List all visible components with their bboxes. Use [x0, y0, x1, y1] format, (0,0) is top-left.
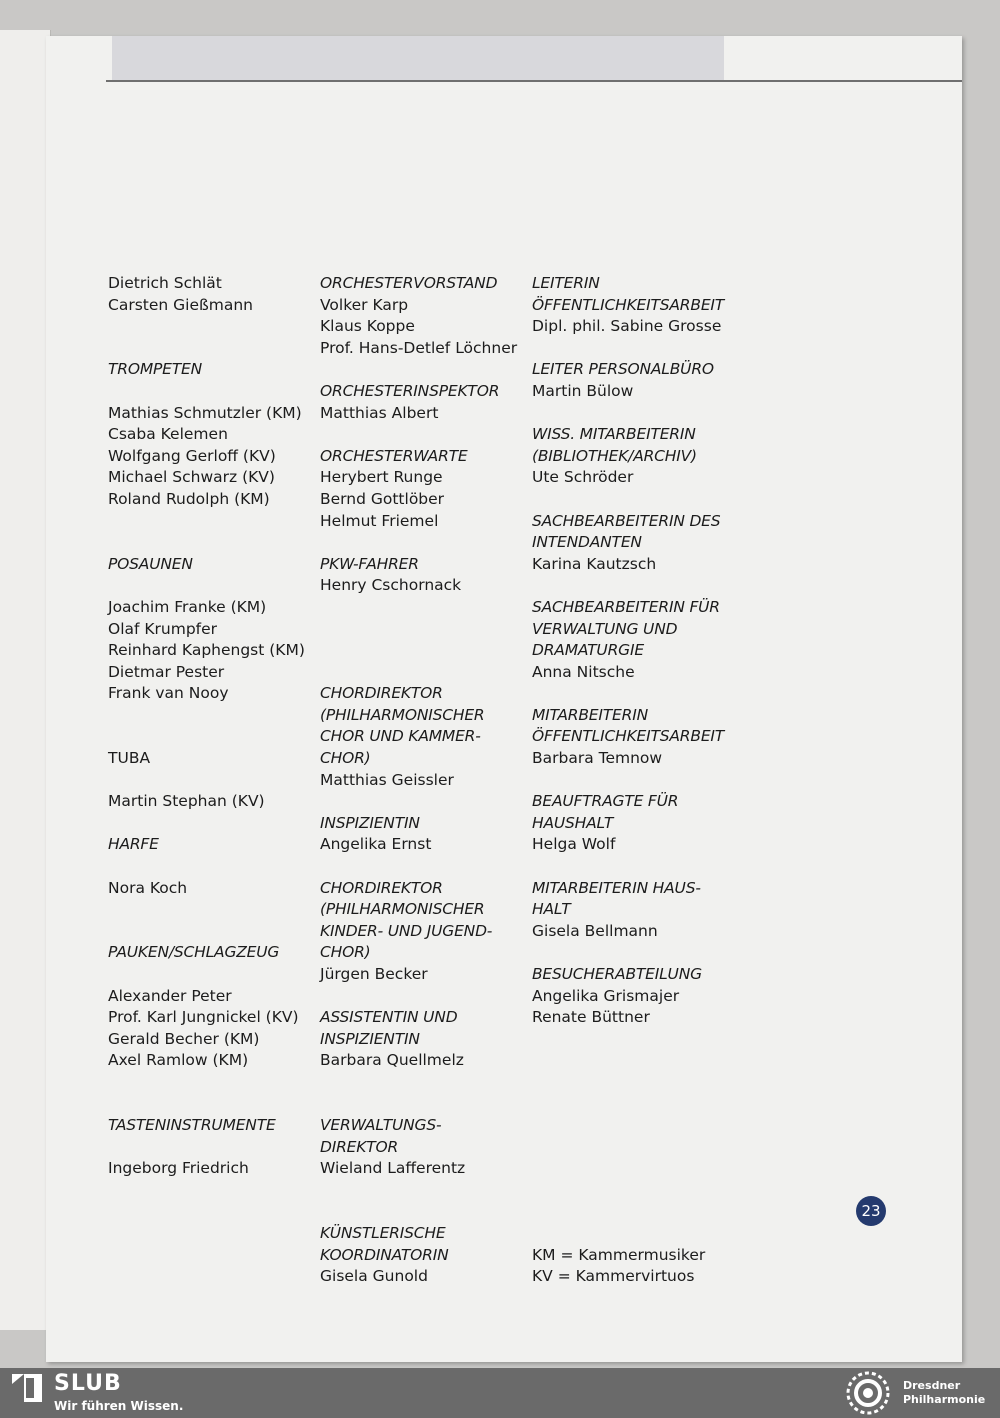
personnel-name: Karina Kautzsch	[532, 554, 657, 573]
personnel-name: Renate Büttner	[532, 1008, 650, 1027]
line-spacer	[320, 1180, 532, 1202]
section-heading: LEITER PERSONALBÜRO	[532, 360, 714, 379]
personnel-name: TUBA	[108, 749, 151, 768]
slub-logo-icon	[12, 1374, 42, 1402]
section-heading: HARFE	[108, 835, 159, 854]
personnel-name: Bernd Gottlöber	[320, 489, 445, 508]
personnel-column-3	[532, 273, 732, 1288]
philharmonie-logo-icon	[840, 1370, 896, 1416]
line-spacer	[108, 511, 320, 533]
personnel-name: Ingeborg Friedrich	[108, 1159, 249, 1178]
line-spacer	[108, 575, 320, 597]
line-spacer	[108, 813, 320, 835]
personnel-name: Prof. Karl Jungnickel (KV)	[108, 1008, 299, 1027]
partner-name-line2: Philharmonie	[903, 1393, 986, 1406]
section-heading: INSPIZIENTIN	[320, 813, 420, 832]
personnel-name: Olaf Krumpfer	[108, 619, 218, 638]
section-heading: ÖFFENTLICHKEITSARBEIT	[532, 727, 725, 746]
personnel-name: Dietmar Pester	[108, 662, 225, 681]
section-heading: KINDER- UND JUGEND-	[320, 921, 493, 940]
section-heading: TROMPETEN	[108, 360, 203, 379]
line-spacer	[532, 1029, 732, 1051]
personnel-name: Wolfgang Gerloff (KV)	[108, 446, 276, 465]
section-heading: KÜNSTLERISCHE	[320, 1224, 446, 1243]
line-spacer	[532, 1223, 732, 1245]
section-heading: CHORDIREKTOR	[320, 878, 443, 897]
personnel-name: Angelika Grismajer	[532, 986, 680, 1005]
section-heading: KOORDINATORIN	[320, 1245, 449, 1264]
line-spacer	[532, 683, 732, 705]
line-spacer	[320, 662, 532, 684]
library-name: SLUB	[54, 1371, 122, 1396]
line-spacer	[532, 770, 732, 792]
section-heading: BEAUFTRAGTE FÜR	[532, 792, 679, 811]
line-spacer	[320, 640, 532, 662]
line-spacer	[532, 1202, 732, 1224]
line-spacer	[108, 1137, 320, 1159]
personnel-name: Wieland Lafferentz	[320, 1159, 466, 1178]
header-band	[112, 36, 724, 80]
personnel-name: Matthias Geissler	[320, 770, 454, 789]
personnel-name: Matthias Albert	[320, 403, 439, 422]
personnel-name: Helmut Friemel	[320, 511, 439, 530]
footer-bar	[0, 1368, 1000, 1418]
personnel-column-1	[108, 273, 320, 1180]
section-heading: HALT	[532, 900, 571, 919]
section-heading: ORCHESTERWARTE	[320, 446, 468, 465]
personnel-name: Reinhard Kaphengst (KM)	[108, 641, 305, 660]
line-spacer	[108, 726, 320, 748]
line-spacer	[320, 424, 532, 446]
library-tagline: Wir führen Wissen.	[54, 1399, 184, 1413]
section-heading: TASTENINSTRUMENTE	[108, 1116, 276, 1135]
line-spacer	[108, 921, 320, 943]
section-heading: DIREKTOR	[320, 1137, 399, 1156]
personnel-name: Barbara Temnow	[532, 749, 663, 768]
personnel-name: Ute Schröder	[532, 468, 634, 487]
line-spacer	[108, 1072, 320, 1094]
section-heading: CHOR)	[320, 943, 371, 962]
personnel-name: Barbara Quellmelz	[320, 1051, 464, 1070]
line-spacer	[532, 1137, 732, 1159]
line-spacer	[532, 338, 732, 360]
section-heading: VERWALTUNG UND	[532, 619, 678, 638]
section-heading: ORCHESTERVORSTAND	[320, 274, 498, 292]
section-heading: ASSISTENTIN UND	[320, 1008, 458, 1027]
section-heading: MITARBEITERIN HAUS-	[532, 878, 701, 897]
personnel-name: Mathias Schmutzler (KM)	[108, 403, 302, 422]
line-spacer	[532, 1072, 732, 1094]
personnel-name: Dietrich Schlät	[108, 274, 222, 292]
personnel-name: Anna Nitsche	[532, 662, 635, 681]
line-spacer	[108, 856, 320, 878]
section-heading: (BIBLIOTHEK/ARCHIV)	[532, 446, 697, 465]
line-spacer	[532, 1158, 732, 1180]
partner-name-line1: Dresdner	[903, 1379, 961, 1392]
line-spacer	[108, 532, 320, 554]
section-heading: VERWALTUNGS-	[320, 1116, 442, 1135]
personnel-name: Prof. Hans-Detlef Löchner	[320, 338, 518, 357]
section-heading: (PHILHARMONISCHER	[320, 705, 485, 724]
personnel-name: Axel Ramlow (KM)	[108, 1051, 249, 1070]
personnel-name: Martin Bülow	[532, 381, 634, 400]
line-spacer	[320, 1072, 532, 1094]
section-heading: (PHILHARMONISCHER	[320, 900, 485, 919]
personnel-column-2	[320, 273, 532, 1288]
facing-page-edge	[0, 30, 51, 1330]
line-spacer	[320, 986, 532, 1008]
line-spacer	[320, 791, 532, 813]
line-spacer	[532, 489, 732, 511]
line-spacer	[532, 403, 732, 425]
personnel-name: Frank van Nooy	[108, 684, 229, 703]
document-page	[46, 36, 962, 1362]
line-spacer	[532, 1050, 732, 1072]
line-spacer	[108, 381, 320, 403]
line-spacer	[108, 705, 320, 727]
line-spacer	[320, 856, 532, 878]
line-spacer	[108, 316, 320, 338]
personnel-name: KM = Kammermusiker	[532, 1245, 706, 1264]
line-spacer	[108, 338, 320, 360]
section-heading: CHOR UND KAMMER-	[320, 727, 481, 746]
personnel-name: Klaus Koppe	[320, 317, 415, 336]
section-heading: BESUCHERABTEILUNG	[532, 965, 702, 983]
line-spacer	[108, 964, 320, 986]
line-spacer	[108, 1094, 320, 1116]
personnel-name: Carsten Gießmann	[108, 295, 253, 314]
line-spacer	[532, 1115, 732, 1137]
personnel-name: Michael Schwarz (KV)	[108, 468, 275, 487]
section-heading: DRAMATURGIE	[532, 641, 644, 660]
section-heading: ORCHESTERINSPEKTOR	[320, 381, 500, 400]
section-heading: PKW-FAHRER	[320, 554, 419, 573]
personnel-name: Volker Karp	[320, 295, 409, 314]
section-heading: INTENDANTEN	[532, 533, 642, 552]
line-spacer	[320, 597, 532, 619]
section-heading: PAUKEN/SCHLAGZEUG	[108, 943, 280, 962]
line-spacer	[320, 1202, 532, 1224]
personnel-name: Gisela Bellmann	[532, 921, 658, 940]
line-spacer	[108, 770, 320, 792]
line-spacer	[108, 899, 320, 921]
personnel-name: Helga Wolf	[532, 835, 616, 854]
line-spacer	[532, 942, 732, 964]
personnel-name: Gerald Becher (KM)	[108, 1029, 260, 1048]
section-heading: WISS. MITARBEITERIN	[532, 425, 696, 444]
personnel-name: Csaba Kelemen	[108, 425, 228, 444]
personnel-name: Roland Rudolph (KM)	[108, 489, 270, 508]
personnel-name: Alexander Peter	[108, 986, 232, 1005]
section-heading: INSPIZIENTIN	[320, 1029, 420, 1048]
section-heading: MITARBEITERIN	[532, 705, 648, 724]
personnel-name: Gisela Gunold	[320, 1267, 428, 1286]
line-spacer	[532, 1180, 732, 1202]
personnel-name: Herybert Runge	[320, 468, 443, 487]
personnel-name: Martin Stephan (KV)	[108, 792, 265, 811]
line-spacer	[320, 619, 532, 641]
section-heading: CHORDIREKTOR	[320, 684, 443, 703]
personnel-name: Dipl. phil. Sabine Grosse	[532, 317, 722, 336]
line-spacer	[532, 856, 732, 878]
personnel-name: Nora Koch	[108, 878, 188, 897]
personnel-name: Henry Cschornack	[320, 576, 462, 595]
personnel-name: Angelika Ernst	[320, 835, 432, 854]
line-spacer	[320, 532, 532, 554]
header-rule	[106, 80, 962, 82]
line-spacer	[532, 575, 732, 597]
section-heading: SACHBEARBEITERIN DES	[532, 511, 721, 530]
section-heading: CHOR)	[320, 749, 371, 768]
line-spacer	[532, 1094, 732, 1116]
section-heading: SACHBEARBEITERIN FÜR	[532, 597, 720, 616]
section-heading: HAUSHALT	[532, 813, 614, 832]
section-heading: LEITERIN	[532, 274, 600, 292]
personnel-name: Joachim Franke (KM)	[108, 597, 267, 616]
personnel-name: KV = Kammervirtuos	[532, 1267, 695, 1286]
personnel-name: Jürgen Becker	[320, 965, 428, 983]
line-spacer	[320, 359, 532, 381]
page-number-badge: 23	[856, 1196, 886, 1226]
section-heading: POSAUNEN	[108, 554, 193, 573]
section-heading: ÖFFENTLICHKEITSARBEIT	[532, 295, 725, 314]
line-spacer	[320, 1094, 532, 1116]
